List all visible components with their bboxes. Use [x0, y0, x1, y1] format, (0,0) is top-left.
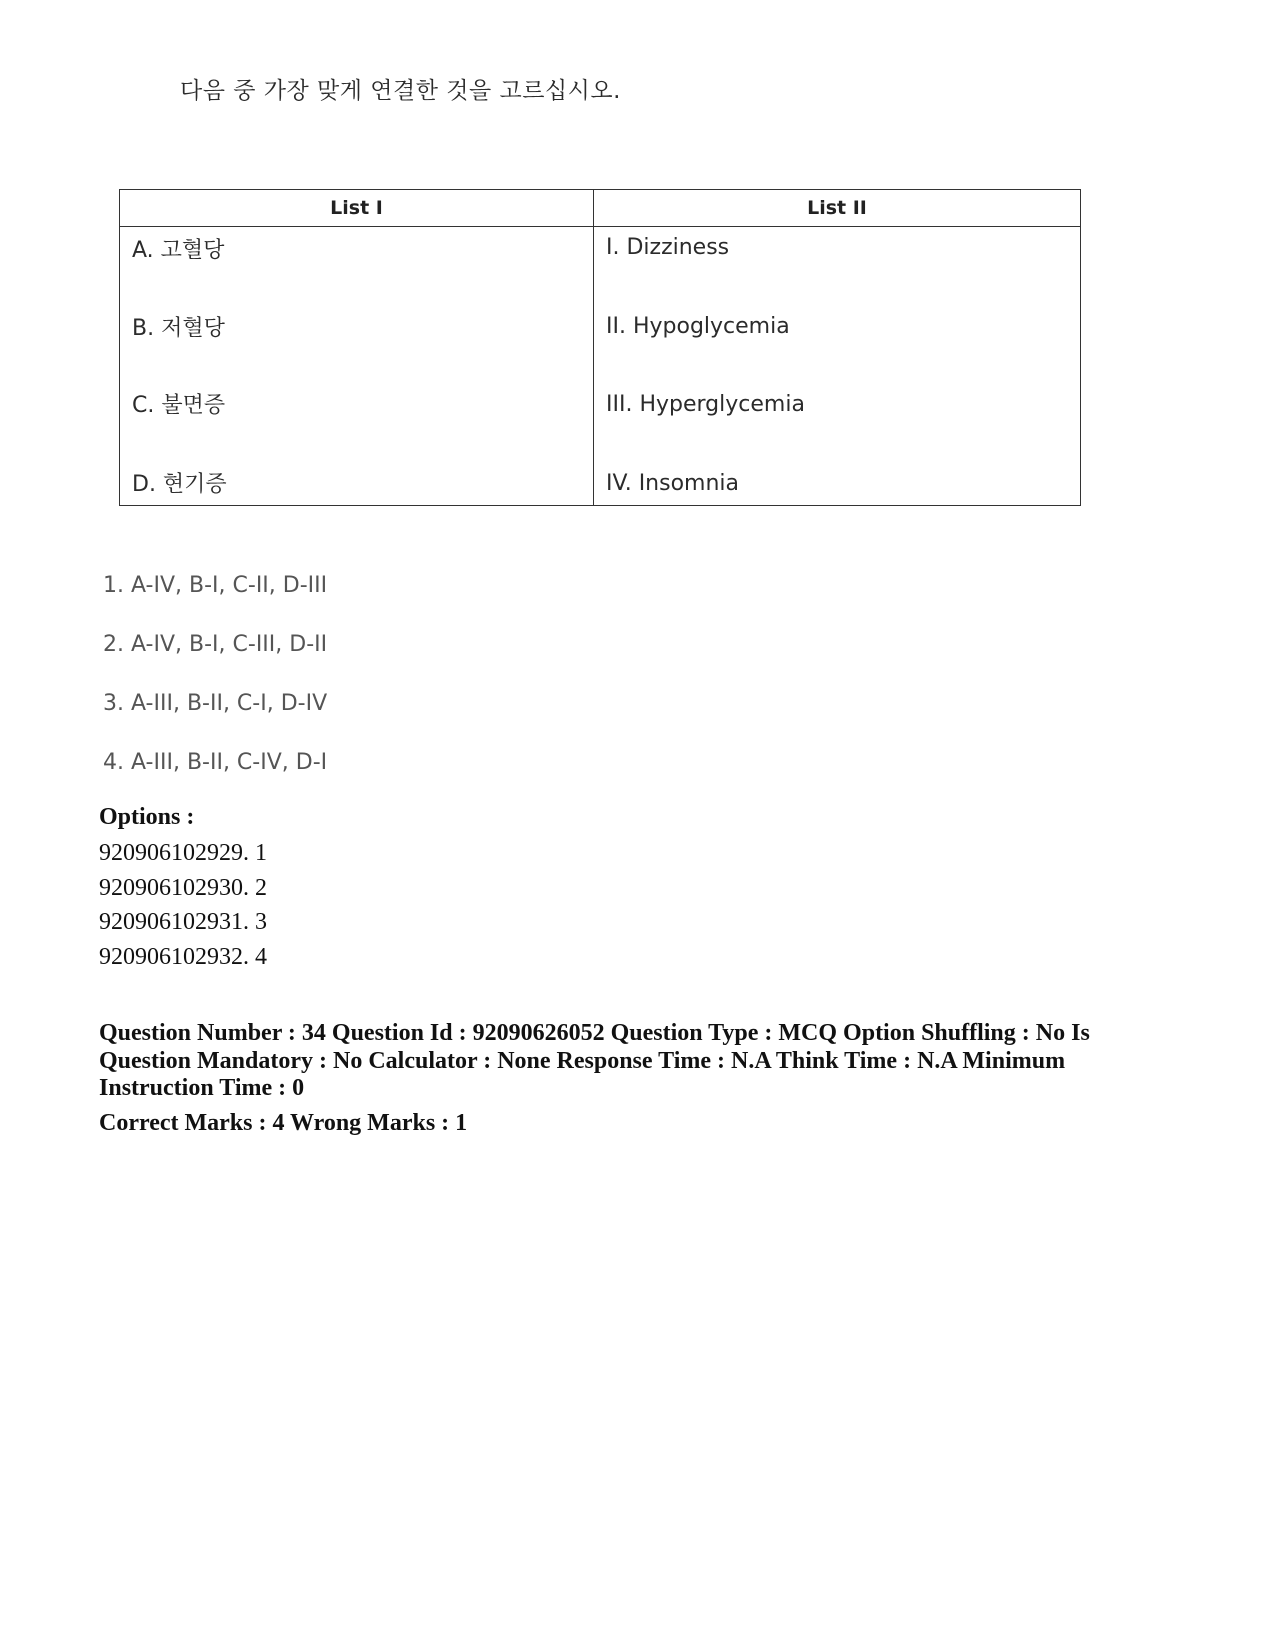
question-instruction: 다음 중 가장 맞게 연결한 것을 고르십시오.	[180, 78, 621, 104]
answer-choice-4: 4. A-III, B-II, C-IV, D-I	[103, 750, 328, 775]
answer-choice-3: 3. A-III, B-II, C-I, D-IV	[103, 691, 328, 716]
answer-choice-2: 2. A-IV, B-I, C-III, D-II	[103, 632, 328, 657]
marks-line: Correct Marks : 4 Wrong Marks : 1	[99, 1110, 468, 1136]
list-1-cell	[120, 227, 594, 506]
answer-choices	[103, 571, 327, 807]
options-heading: Options :	[99, 804, 195, 830]
list-1-item-c: C. 불면증	[132, 393, 226, 418]
answer-choice-1: 1. A-IV, B-I, C-II, D-III	[103, 573, 328, 598]
options-list	[99, 836, 267, 974]
option-3: 920906102931. 3	[99, 909, 267, 935]
option-1: 920906102929. 1	[99, 840, 267, 866]
list-1-item-b: B. 저혈당	[132, 316, 225, 341]
list-1-header: List I	[120, 190, 594, 227]
option-4: 920906102932. 4	[99, 943, 267, 970]
list-2-cell	[594, 227, 1081, 506]
question-meta: Question Number : 34 Question Id : 92090626052 Question Type : MCQ Option Shuffling : No Is Question Mandatory : No Calculator : None Response Time : N.A Think Time : N.A Minimum Instruction Time : 0	[99, 1020, 1090, 1101]
list-1-item-a: A. 고혈당	[132, 238, 225, 263]
list-2-header: List II	[594, 190, 1081, 227]
list-2-item-2: II. Hypoglycemia	[606, 314, 790, 339]
match-table	[119, 189, 1081, 506]
option-2: 920906102930. 2	[99, 874, 267, 901]
list-2-item-3: III. Hyperglycemia	[606, 392, 805, 417]
list-1-item-d: D. 현기증	[132, 472, 227, 497]
list-2-item-1: I. Dizziness	[606, 235, 730, 260]
list-2-item-4: IV. Insomnia	[606, 471, 740, 496]
